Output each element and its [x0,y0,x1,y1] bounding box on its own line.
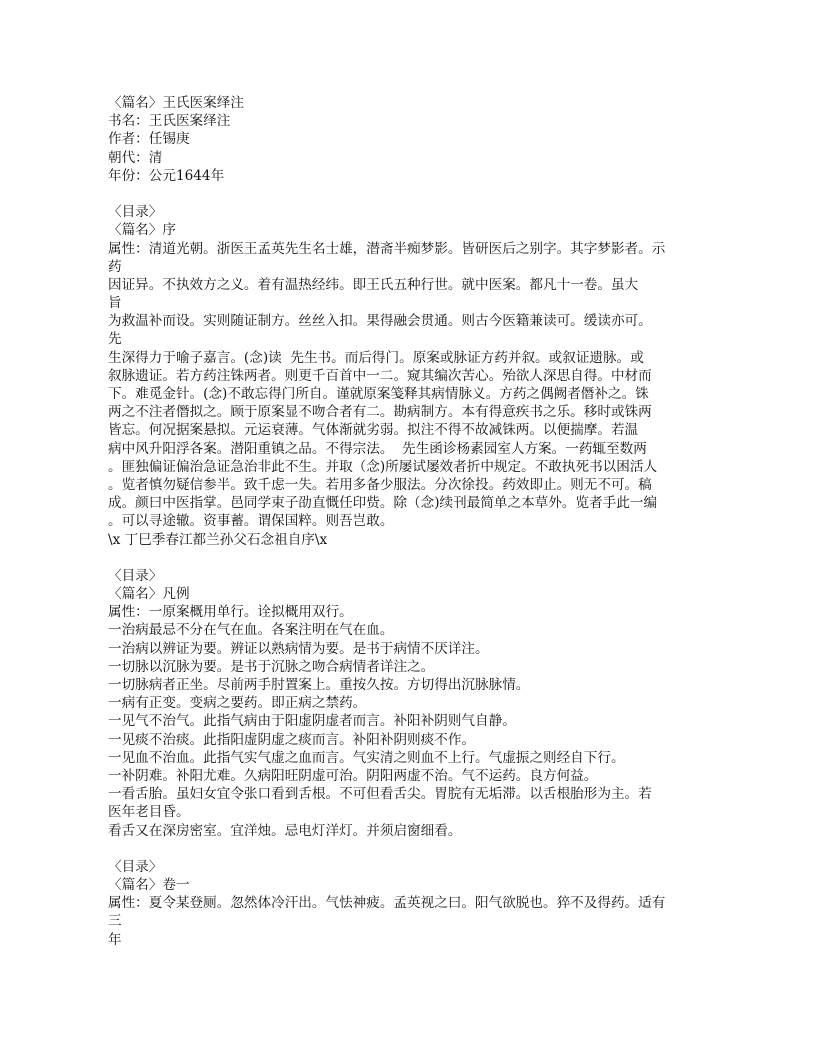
text-line: 年份：公元1644年 [108,167,225,184]
text-line: 一看舌胎。虽妇女宜令张口看到舌根。不可但看舌尖。胃脘有无垢滞。以舌根胎形为主。若 [108,786,652,803]
text-line: 作者：任锡庚 [108,131,190,148]
text-line: 一见痰不治痰。此指阳虚阴虚之痰而言。补阳补阴则痰不作。 [108,731,476,748]
text-line: 成。颜曰中医指掌。邑同学束子劭直慨任印赀。除（念)续刊最简单之本草外。览者手此一编 [108,495,658,512]
text-line: 药 [108,258,122,275]
text-line: 〈目录〉 [108,858,163,875]
text-line: 属性：一原案概用单行。诠拟概用双行。 [108,604,353,621]
text-line: 书名：王氏医案绎注 [108,113,231,130]
text-line: 医年老目昏。 [108,804,190,821]
text-line: 一病有正变。变病之要药。即正病之禁药。 [108,695,367,712]
text-line: 先 [108,331,122,348]
text-line: 生深得力于喻子嘉言。(念)读 先生书。而后得门。原案或脉证方药并叙。或叙证遗脉。或 [108,349,644,366]
text-line: 。可以寻途辙。资事蓄。谓保国粹。则吾岂敢。 [108,513,394,530]
text-line: 〈篇名〉卷一 [108,877,190,894]
blank-line [108,840,728,858]
text-line: 病中风升阳浮各案。潜阳重镇之品。不得宗法。 先生函诊杨素园室人方案。一药辄至数两 [108,440,647,457]
text-line: 。匪独偏证偏治急证急治非此不生。并取（念)所屡试屡效者折中规定。不敢执死书以困活人 [108,458,658,475]
text-line: 看舌又在深房密室。宜洋烛。忌电灯洋灯。并须启窗细看。 [108,822,462,839]
text-line: 三 [108,913,122,930]
text-line: 〈篇名〉王氏医案绎注 [108,95,244,111]
blank-line [108,185,728,203]
text-line: 一治病最忌不分在气在血。各案注明在气在血。 [108,622,394,639]
text-line: 皆忘。何况据案悬拟。元运衰薄。气体渐就劣弱。拟注不得不故减铢两。以便揣摩。若温 [108,422,639,439]
text-line: 因证异。不执效方之义。着有温热经纬。即王氏五种行世。就中医案。都凡十一卷。虽大 [108,276,639,293]
text-line: 一切脉以沉脉为要。是书于沉脉之吻合病情者详注之。 [108,658,435,675]
text-line: 两之不注者僭拟之。顾于原案显不吻合者有二。勘病制方。本有得意疾书之乐。移时或铢两 [108,404,652,421]
text-line: 叙脉遗证。若方药注铢两者。则更千百首中一二。窥其编次苦心。殆欲人深思自得。中材而 [108,367,652,384]
document-body [108,94,728,949]
text-line: 一切脉病者正坐。尽前两手肘置案上。重按久按。方切得出沉脉脉情。 [108,677,530,693]
text-line: 属性：夏令某登厕。忽然体冷汗出。气怯神疲。孟英视之曰。阳气欲脱也。猝不及得药。适有 [108,895,666,912]
text-line: 一治病以辨证为要。辨证以熟病情为要。是书于病情不厌详注。 [108,640,489,657]
text-line: 年 [108,931,122,948]
text-line: 。览者慎勿疑信参半。致千虑一失。若用多备少服法。分次徐投。药效即止。则无不可。稿 [108,476,652,493]
text-line: 属性：清道光朝。浙医王孟英先生名士雄，潜斋半痴梦影。皆研医后之别字。其字梦影者。示 [108,240,666,257]
text-line: 〈篇名〉序 [108,222,176,239]
text-line: 为救温补而设。实则随证制方。丝丝入扣。果得融会贯通。则古今医籍兼读可。缓读亦可。 [108,313,652,330]
text-line: \x 丁巳季春江都兰孙父石念祖自序\x [108,531,328,548]
blank-line [108,549,728,567]
text-line: 朝代：清 [108,149,163,166]
text-line: 一见气不治气。此指气病由于阳虚阴虚者而言。补阳补阴则气自静。 [108,713,516,730]
text-line: 〈目录〉 [108,204,163,221]
text-line: 一补阴难。补阳尤难。久病阳旺阴虚可治。阴阳两虚不治。气不运药。良方何益。 [108,767,598,784]
text-line: 旨 [108,295,122,312]
text-line: 一见血不治血。此指气实气虚之血而言。气实清之则血不上行。气虚振之则经自下行。 [108,749,625,766]
text-line: 下。难觅金针。(念)不敢忘得门所自。谨就原案笺释其病情脉义。方药之偶阙者僭补之。铢 [108,386,649,402]
text-line: 〈目录〉 [108,567,163,584]
text-line: 〈篇名〉凡例 [108,586,190,603]
